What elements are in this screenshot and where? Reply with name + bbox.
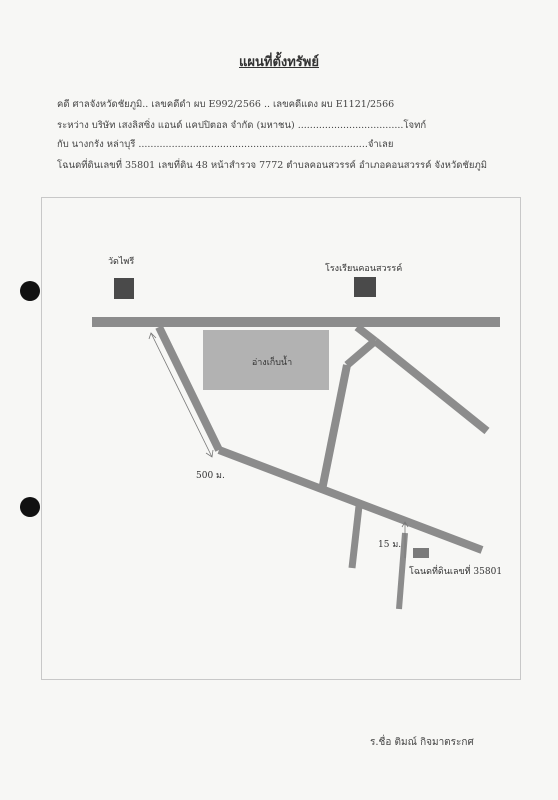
deed-line: โฉนดที่ดินเลขที่ 35801 เลขที่ดิน 48 หน้าสำรวจ 7772 ตำบลคอนสวรรค์ อำเภอคอนสวรรค์ จังหวัดชัยภูมิ bbox=[57, 160, 487, 171]
case-line: คดี ศาลจังหวัดชัยภูมิ.. เลขคดีดำ ผบ E992/2566 .. เลขคดีแดง ผบ E1121/2566 bbox=[57, 99, 395, 110]
distance-label-15: 15 ม. bbox=[378, 540, 402, 550]
road-south-short bbox=[352, 506, 359, 568]
distance-label-500: 500 ม. bbox=[196, 471, 225, 481]
reservoir-label: อ่างเก็บน้ำ bbox=[251, 358, 293, 368]
defendant-line: กับ นางกรัง หล่าบุรี ............................................................................จำเลย bbox=[57, 139, 394, 150]
signature: ร.ชื่อ ติมณ์ กิจมาตระกศ bbox=[370, 737, 474, 748]
plot-35801-marker bbox=[413, 548, 429, 558]
road-diagonal-south bbox=[219, 450, 482, 550]
binder-hole-bottom bbox=[20, 497, 40, 517]
plot-label: โฉนดที่ดินเลขที่ 35801 bbox=[409, 567, 503, 577]
plaintiff-line: ระหว่าง บริษัท เสงลิสซิ่ง แอนด์ แคปปิตอล จำกัด (มหาชน) ...................................โจทก์ bbox=[57, 120, 427, 131]
page-title: แผนที่ตั้งทรัพย์ bbox=[239, 55, 319, 70]
temple-building bbox=[114, 278, 134, 299]
road-junction-south bbox=[347, 341, 375, 365]
location-map bbox=[41, 197, 521, 680]
temple-label: วัดไพรี bbox=[108, 257, 135, 267]
school-building bbox=[354, 277, 376, 297]
road-east bbox=[375, 341, 487, 431]
school-label: โรงเรียนคอนสวรรค์ bbox=[325, 264, 403, 274]
binder-hole-top bbox=[20, 281, 40, 301]
